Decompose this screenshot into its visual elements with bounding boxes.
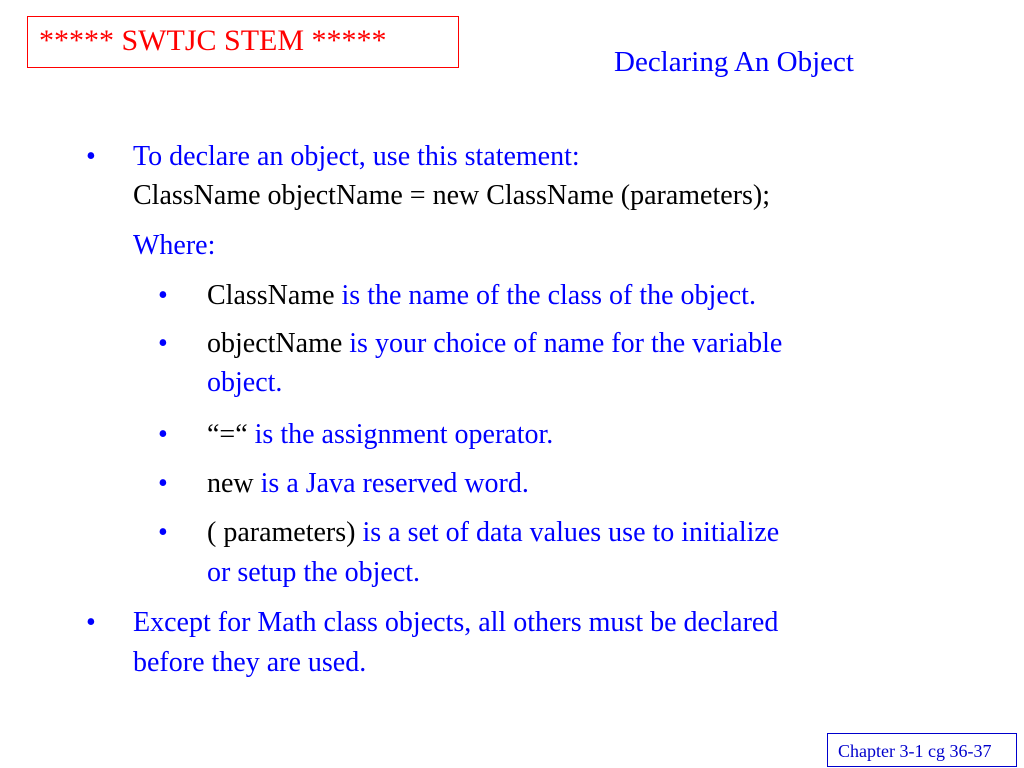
sub-desc: is your choice of name for the variable [342, 328, 783, 359]
sub-term: ClassName [207, 280, 335, 311]
sub-term: new [207, 468, 254, 499]
slide-title: Declaring An Object [614, 46, 854, 78]
item1-code: ClassName objectName = new ClassName (parameters); [133, 180, 771, 211]
sub-item-objectname [207, 326, 782, 362]
sub-item-classname [207, 278, 756, 314]
sub-desc-continued: object. [207, 367, 283, 398]
item2-line1: Except for Math class objects, all others must be declared [133, 607, 779, 638]
sub-item-assignment [207, 417, 553, 453]
item1-where: Where: [133, 230, 216, 261]
sub-item-parameters [207, 515, 779, 551]
sub-bullet-icon: • [158, 517, 168, 548]
bullet-icon: • [86, 141, 96, 172]
sub-desc: is the assignment operator. [247, 419, 554, 450]
sub-term: “=“ [207, 419, 248, 450]
bullet-icon: • [86, 607, 96, 638]
sub-item-new [207, 466, 529, 502]
sub-desc: is a Java reserved word. [253, 468, 529, 499]
sub-term: ( parameters) [207, 517, 356, 548]
footer-label: Chapter 3-1 cg 36-37 [838, 741, 992, 761]
sub-desc: is the name of the class of the object. [334, 280, 756, 311]
sub-desc: is a set of data values use to initialize [355, 517, 780, 548]
footer-box [827, 733, 1017, 767]
sub-bullet-icon: • [158, 280, 168, 311]
item1-line1: To declare an object, use this statement: [133, 141, 580, 172]
sub-bullet-icon: • [158, 328, 168, 359]
sub-bullet-icon: • [158, 419, 168, 450]
header-banner: ***** SWTJC STEM ***** [39, 24, 387, 57]
item2-line2: before they are used. [133, 647, 367, 678]
sub-term: objectName [207, 328, 343, 359]
sub-desc-continued: or setup the object. [207, 557, 421, 588]
sub-bullet-icon: • [158, 468, 168, 499]
